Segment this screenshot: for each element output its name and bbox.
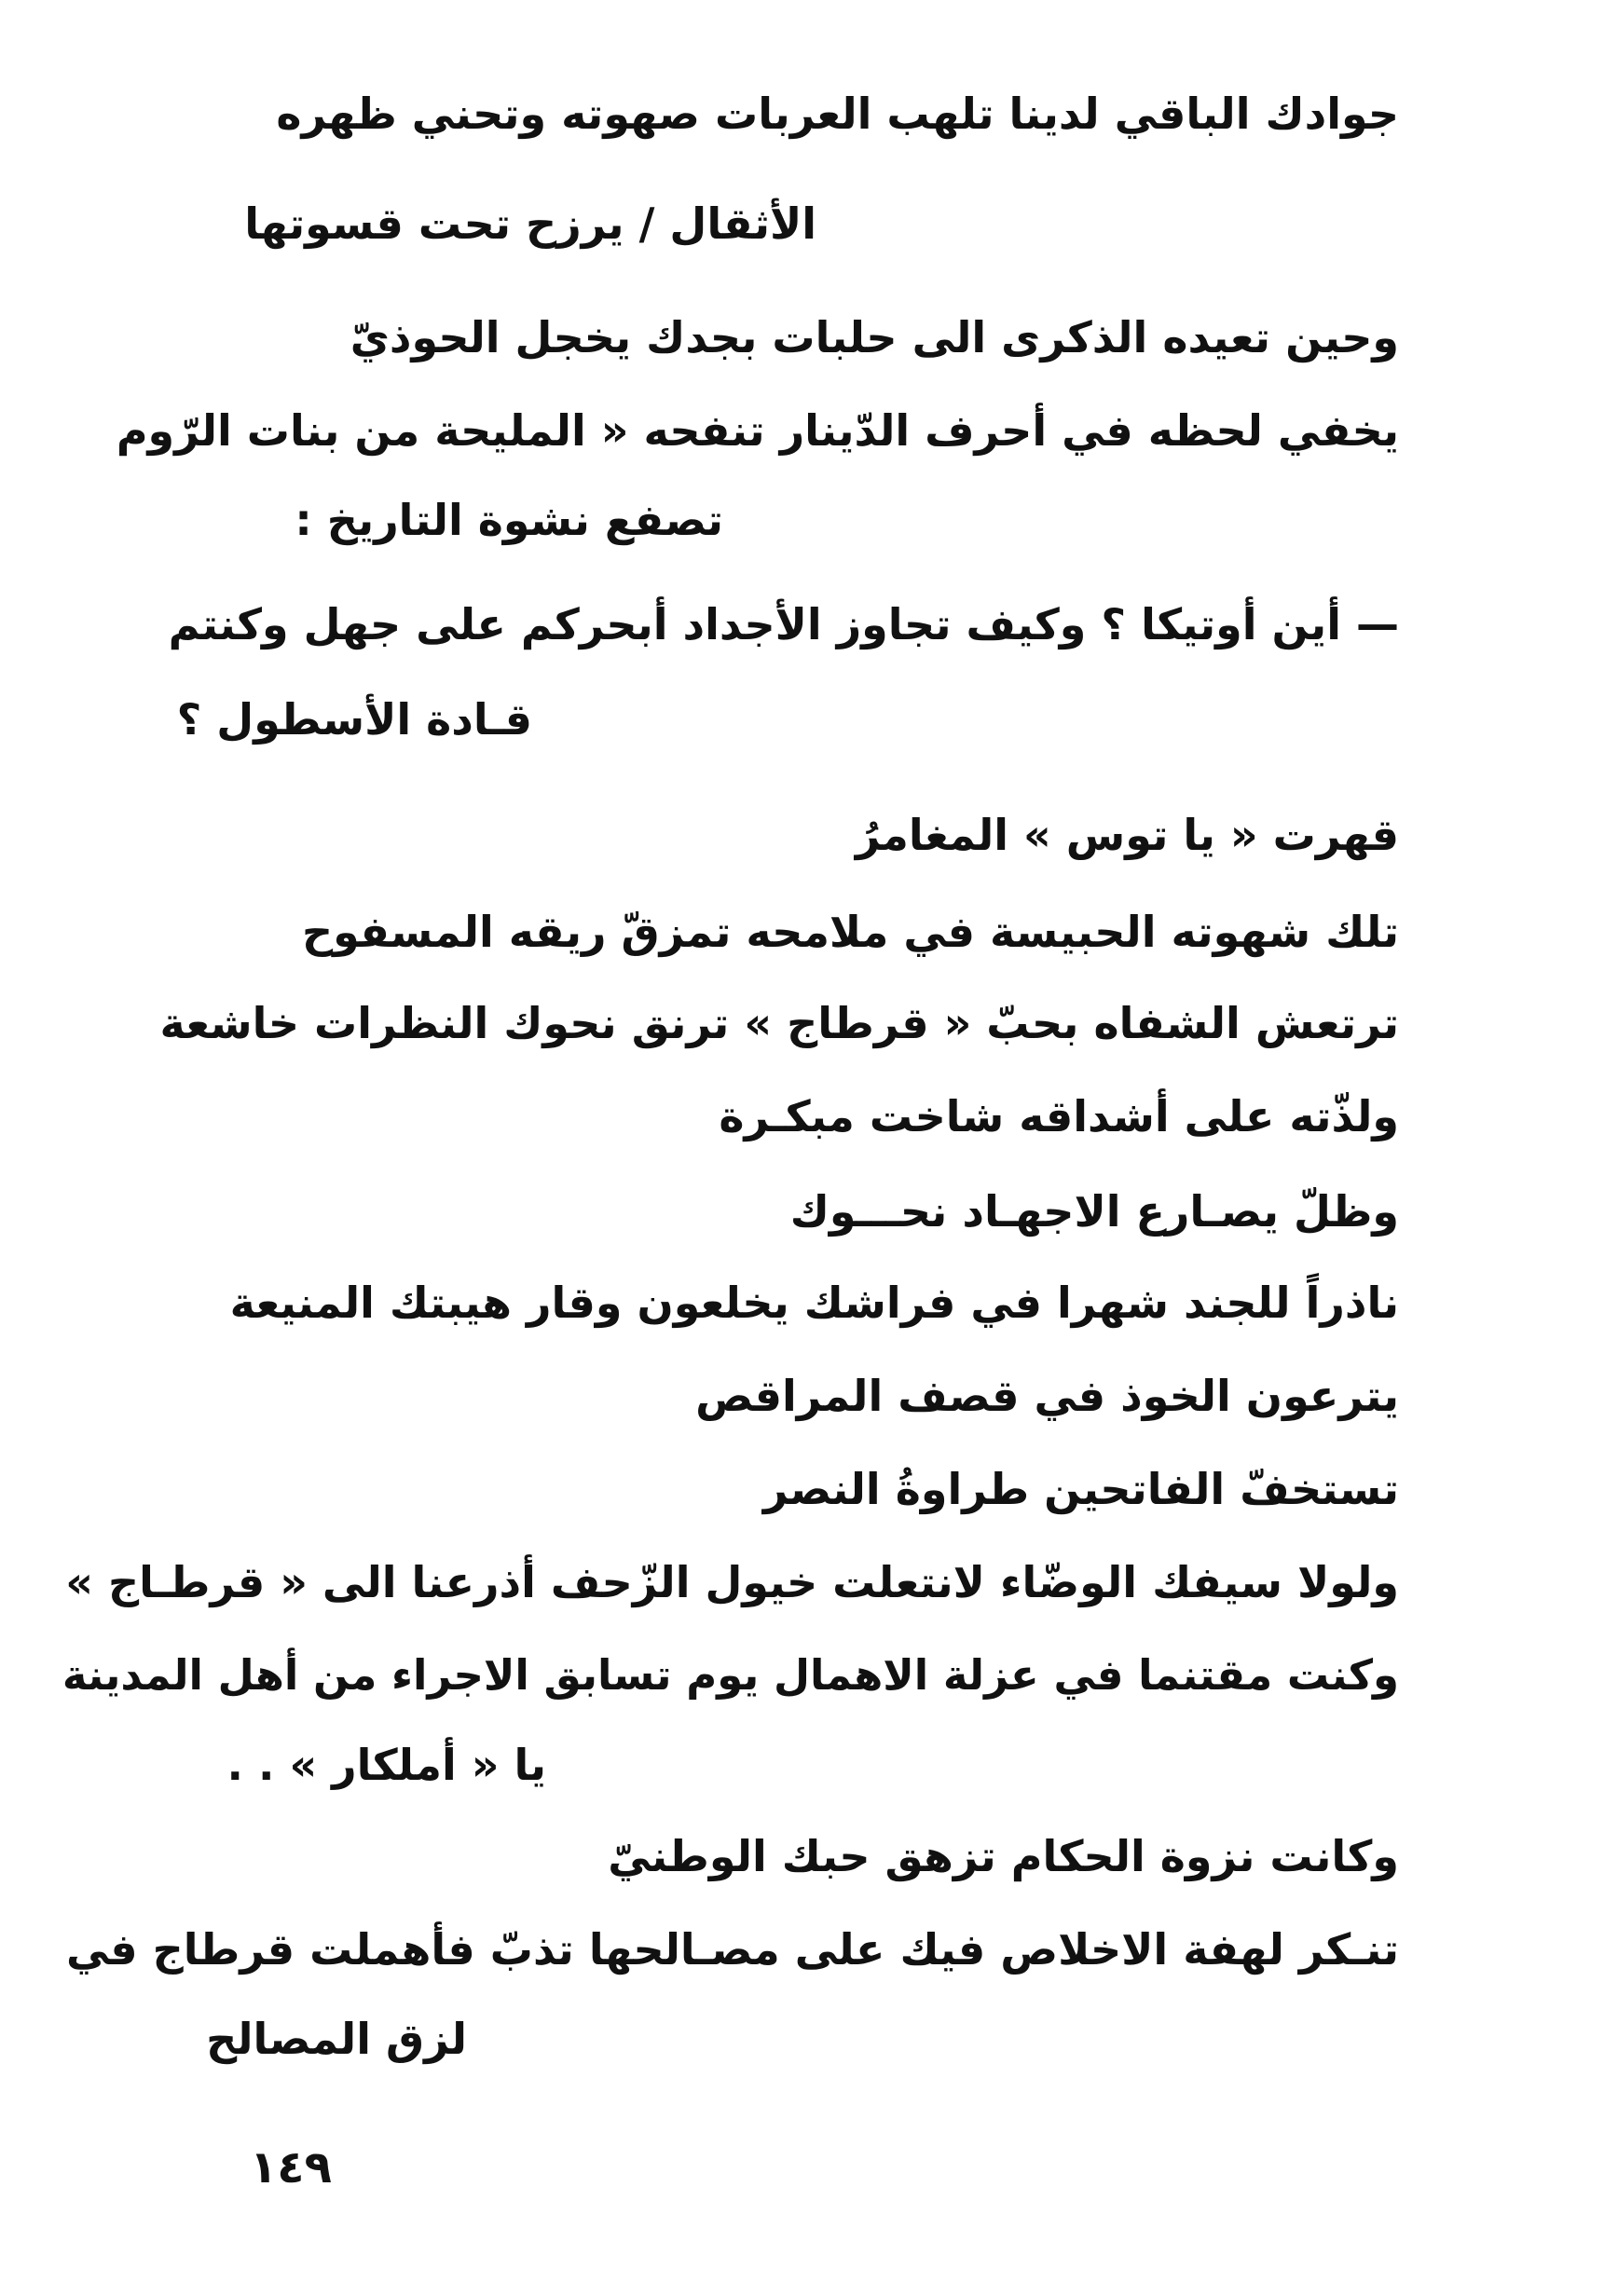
poem-line-8: قهرت « يا توس » المغامرُ: [855, 810, 1399, 860]
poem-line-10: ترتعش الشفاه بحبّ « قرطاج » ترنق نحوك النظرات خاشعة: [159, 998, 1399, 1048]
poem-line-14: يترعون الخوذ في قصف المراقص: [695, 1371, 1399, 1421]
poem-line-4: يخفي لحظه في أحرف الدّينار تنفحه « المليحة من بنات الرّوم: [116, 405, 1399, 456]
poem-line-2: الأثقال / يرزح تحت قسوتها: [244, 198, 816, 249]
poem-line-5: تصفع نشوة التاريخ :: [295, 495, 723, 545]
poem-line-13: ناذراً للجند شهرا في فراشك يخلعون وقار هيبتك المنيعة: [229, 1278, 1399, 1328]
poem-line-6: — أين أوتيكا ؟ وكيف تجاوز الأجداد أبحركم على جهل وكنتم: [168, 599, 1399, 649]
poem-line-15: تستخفّ الفاتحين طراوةُ النصر: [762, 1464, 1399, 1514]
poem-line-20: تنـكر لهفة الاخلاص فيك على مصـالحها تذبّ فأهملت قرطاج في: [65, 1924, 1399, 1975]
poem-line-17: وكنت مقتنما في عزلة الاهمال يوم تسابق الاجراء من أهل المدينة: [62, 1650, 1399, 1700]
poem-line-19: وكانت نزوة الحكام تزهق حبك الوطنيّ: [608, 1831, 1399, 1881]
poem-line-9: تلك شهوته الحبيسة في ملامحه تمزقّ ريقه المسفوح: [301, 907, 1399, 957]
page-number: ١٤٩: [250, 2141, 332, 2194]
poem-line-18: يا « أملكار » . .: [226, 1740, 546, 1790]
poem-line-1: جوادك الباقي لدينا تلهب العربات صهوته وتحني ظهره: [276, 89, 1399, 139]
poem-line-21: لزق المصالح: [206, 2014, 467, 2064]
poem-line-3: وحين تعيده الذكرى الى حلبات بجدك يخجل الحوذيّ: [350, 312, 1399, 362]
poem-line-7: قـادة الأسطول ؟: [176, 694, 532, 745]
poem-line-16: ولولا سيفك الوضّاء لانتعلت خيول الزّحف أذرعنا الى « قرطـاج »: [65, 1557, 1399, 1607]
poem-line-12: وظلّ يصـارع الاجهـاد نحـــوك: [789, 1186, 1399, 1237]
poem-line-11: ولذّته على أشداقه شاخت مبكـرة: [719, 1091, 1399, 1141]
